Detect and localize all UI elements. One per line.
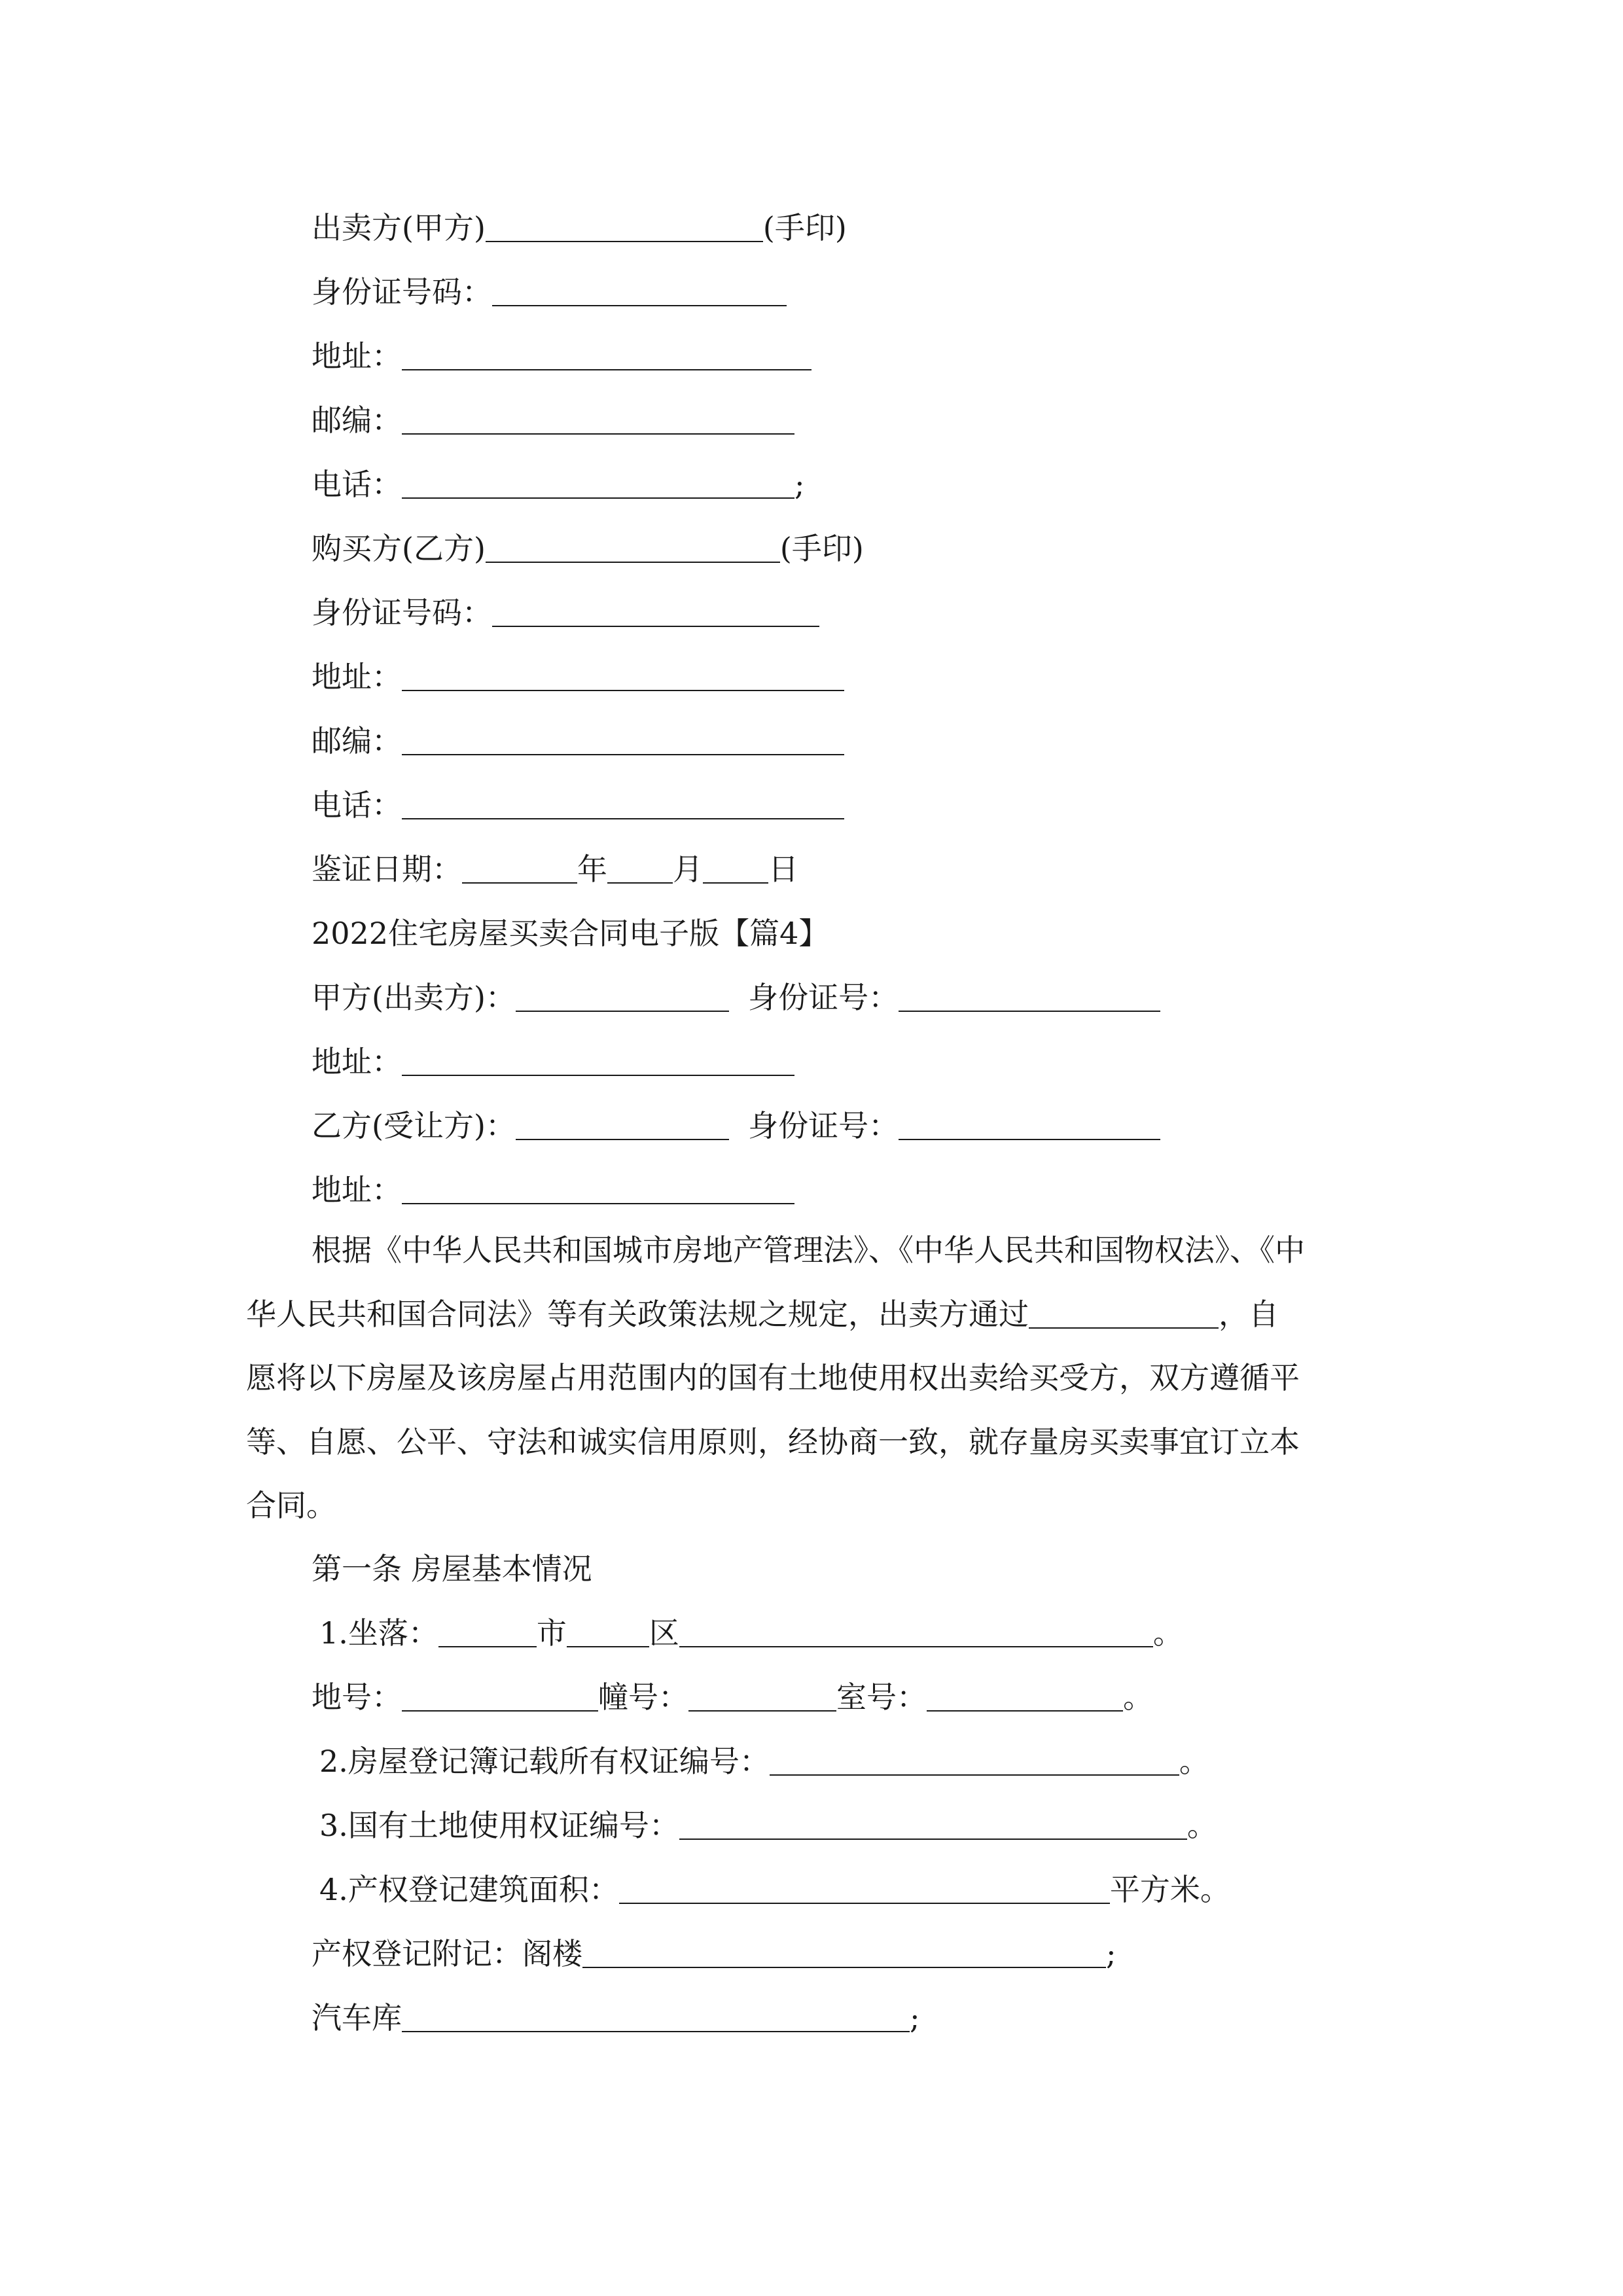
seller-address-line [312, 336, 812, 376]
title-cert-label: 2.房屋登记簿记载所有权证编号： [319, 1744, 770, 1779]
buyer-address-blank [402, 661, 844, 691]
intro-line-1: 根据《中华人民共和国城市房地产管理法》、《中华人民共和国物权法》、《中 [312, 1232, 1305, 1268]
intro-line-4: 等、自愿、公平、守法和诚实信用原则，经协商一致，就存量房买卖事宜订立本 [246, 1424, 1300, 1460]
buyer-address-line [312, 657, 844, 696]
location-period: 。 [1152, 1615, 1183, 1651]
buyer-id-line [312, 593, 819, 632]
party-b-label: 乙方(受让方)： [312, 1108, 516, 1143]
area-blank [619, 1874, 1110, 1904]
location-line [319, 1613, 1183, 1653]
party-b-id-blank [899, 1110, 1160, 1140]
buyer-phone-blank [402, 789, 844, 819]
intro-line-2a: 华人民共和国合同法》等有关政策法规之规定，出卖方通过 [246, 1296, 1029, 1332]
title-cert-period: 。 [1179, 1744, 1209, 1779]
party-b-line [312, 1106, 1160, 1145]
seller-label: 出卖方(甲方) [312, 210, 486, 245]
lot-label: 地号： [312, 1679, 402, 1715]
buyer-blank [486, 533, 780, 563]
seller-id-label: 身份证号码： [312, 274, 492, 310]
buyer-postcode-line [312, 721, 844, 761]
party-a-id-label: 身份证号： [748, 980, 899, 1015]
room-blank [927, 1681, 1123, 1712]
city-blank [438, 1617, 537, 1647]
notes-line [312, 1934, 1116, 1973]
room-label: 室号： [836, 1679, 927, 1715]
buyer-phone-label: 电话： [312, 787, 402, 823]
intro-blank [1029, 1299, 1219, 1329]
buyer-postcode-label: 邮编： [312, 723, 402, 759]
intro-line-3: 愿将以下房屋及该房屋占用范围内的国有土地使用权出卖给买受方，双方遵循平 [246, 1360, 1300, 1395]
day-label: 日 [768, 852, 798, 887]
seller-id-blank [492, 276, 787, 306]
lot-line [312, 1677, 1153, 1717]
area-label: 4.产权登记建筑面积： [319, 1872, 619, 1907]
year-label: 年 [577, 852, 607, 887]
seller-phone-line [312, 465, 805, 504]
garage-semicolon: ; [910, 2000, 920, 2036]
seller-postcode-blank [402, 404, 794, 435]
party-b-address-label: 地址： [312, 1172, 402, 1208]
building-label: 幢号： [598, 1679, 688, 1715]
district-label: 区 [649, 1615, 679, 1651]
land-cert-blank [679, 1810, 1187, 1840]
party-a-line [312, 978, 1160, 1017]
buyer-address-label: 地址： [312, 659, 402, 694]
article1-title: 第一条 房屋基本情况 [312, 1551, 592, 1587]
title-cert-line [319, 1742, 1209, 1781]
land-cert-line [319, 1806, 1217, 1845]
buyer-phone-line [312, 785, 844, 825]
month-label: 月 [673, 852, 703, 887]
party-b-address-line [312, 1170, 794, 1210]
garage-label: 汽车库 [312, 2000, 402, 2036]
month-blank [607, 853, 673, 884]
buyer-suffix: (手印) [779, 531, 864, 566]
year-blank [462, 853, 577, 884]
district-blank [567, 1617, 649, 1647]
area-unit: 平方米。 [1109, 1872, 1230, 1907]
seller-address-label: 地址： [312, 338, 402, 374]
seller-address-blank [402, 340, 812, 370]
notes-semicolon: ; [1106, 1936, 1116, 1971]
intro-line-5: 合同。 [246, 1488, 336, 1523]
day-blank [703, 853, 768, 884]
location-label: 1.坐落： [319, 1615, 438, 1651]
seller-line [312, 208, 847, 247]
notes-label: 产权登记附记：阁楼 [312, 1936, 582, 1971]
date-line [312, 850, 798, 889]
intro-line-2 [246, 1283, 1378, 1347]
seller-postcode-line [312, 401, 794, 440]
seller-phone-suffix: ; [794, 467, 805, 502]
party-a-address-line [312, 1042, 794, 1081]
party-a-id-blank [899, 982, 1160, 1012]
seller-id-line [312, 272, 787, 312]
seller-phone-blank [402, 469, 794, 499]
land-cert-period: 。 [1186, 1808, 1217, 1843]
party-a-address-blank [402, 1046, 794, 1076]
area-line [319, 1870, 1230, 1909]
seller-phone-label: 电话： [312, 467, 402, 502]
party-b-blank [516, 1110, 729, 1140]
lot-blank [402, 1681, 598, 1712]
seller-blank [486, 212, 763, 242]
party-b-id-label: 身份证号： [748, 1108, 899, 1143]
intro-paragraph [246, 1219, 1378, 1538]
party-b-address-blank [402, 1174, 794, 1204]
building-blank [688, 1681, 836, 1712]
garage-blank [402, 2002, 910, 2032]
intro-line-2b: ，自 [1219, 1296, 1279, 1332]
section-title: 2022住宅房屋买卖合同电子版【篇4】 [312, 916, 829, 951]
party-a-address-label: 地址： [312, 1044, 402, 1079]
buyer-postcode-blank [402, 725, 844, 755]
address-blank [679, 1617, 1153, 1647]
garage-line [312, 1998, 920, 2037]
land-cert-label: 3.国有土地使用权证编号： [319, 1808, 679, 1843]
party-a-label: 甲方(出卖方)： [312, 980, 516, 1015]
seller-postcode-label: 邮编： [312, 403, 402, 438]
party-a-blank [516, 982, 729, 1012]
buyer-label: 购买方(乙方) [312, 531, 486, 566]
title-cert-blank [770, 1746, 1179, 1776]
attic-blank [582, 1938, 1106, 1968]
buyer-id-label: 身份证号码： [312, 595, 492, 630]
lot-period: 。 [1123, 1679, 1153, 1715]
city-label: 市 [536, 1615, 567, 1651]
seller-suffix: (手印) [762, 210, 847, 245]
buyer-line [312, 529, 864, 568]
date-label: 鉴证日期： [312, 852, 462, 887]
buyer-id-blank [492, 597, 819, 627]
